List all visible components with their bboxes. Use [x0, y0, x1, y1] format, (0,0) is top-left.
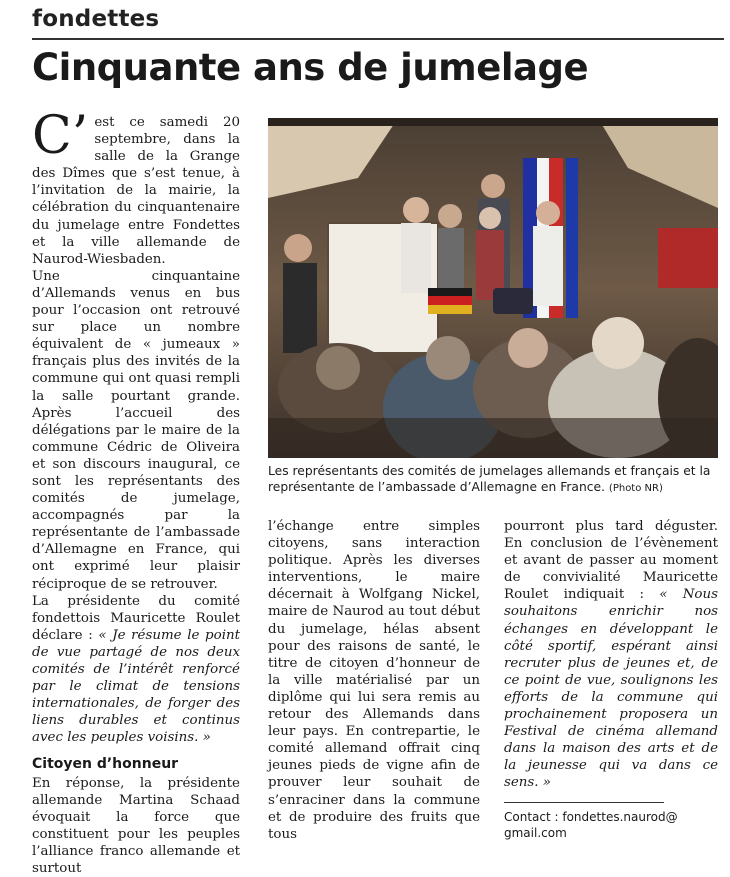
contact-divider [504, 802, 664, 803]
quote-text: « Nous souhaitons enrichir nos échanges en développant le côté sportif, espérant ainsi recruter plus de jeunes et, de ce point de vue, soulignons les efforts de la commune qui prochainement proposera un Festival de cinéma allemand dans la maison des arts et de la jeunesse qui va dans ce sens. » [504, 587, 718, 791]
contact-info: Contact : fondettes.naurod@ gmail.com [504, 809, 678, 840]
event-photo [268, 118, 718, 458]
quote-text: « Je résume le point de vue partagé de nos deux comités de l’intérêt renforcé par le climat de tensions internationales, de forger des liens durables et continus avec les peuples voisins. » [32, 627, 240, 746]
event-photo-illustration [268, 118, 718, 458]
quote-intro: pourront plus tard déguster. En conclusion de l’évènement et avant de passer au moment de convivialité Mauricette Roulet indiquait : [504, 519, 718, 603]
column-1 [32, 106, 240, 877]
photo-credit: (Photo NR) [608, 483, 663, 494]
quote-intro: La présidente du comité fondettois Mauricette Roulet déclare : [32, 593, 240, 643]
lead-paragraph [32, 106, 240, 268]
paragraph: En réponse, la présidente allemande Martina Schaad évoquait la force que constituent pour les peuples l’alliance franco allemande et surtout [32, 775, 240, 877]
subheading: Citoyen d’honneur [32, 756, 179, 773]
column-2 [268, 518, 480, 843]
lead-text: est ce samedi 20 septembre, dans la salle de la Grange des Dîmes que s’est tenue, à l’invitation de la mairie, la célébration du cinquantenaire du jumelage entre Fondettes et la ville allemande de Naurod-Wiesbaden. [32, 115, 240, 267]
drop-cap: C’ [32, 106, 89, 166]
column-3 [504, 518, 718, 841]
paragraph: l’échange entre simples citoyens, sans interaction politique. Après les diverses interventions, le maire décernait à Wolfgang Nickel, maire de Naurod au tout début du jumelage, hélas absent pour des raisons de santé, le titre de citoyen d’honneur de la ville matérialisé par un diplôme qui lui sera remis au retour des Allemands dans leur pays. En contrepartie, le comité allemand offrait cinq jeunes pieds de vigne afin de prouver leur souhait de s’enraciner dans la commune et de produire des fruits que tous [268, 519, 480, 842]
quote-paragraph [32, 593, 240, 747]
header-rule [32, 38, 724, 40]
caption-text: Les représentants des comités de jumelages allemands et français et la représentante de l’ambassade d’Allemagne en France. [268, 464, 711, 494]
photo-caption [268, 463, 720, 497]
paragraph: Une cinquantaine d’Allemands venus en bus pour l’occasion ont retrouvé sur place un nombre équivalent de « jumeaux » français plus des invités de la commune qui ont quasi rempli la salle pourtant grande. Après l’accueil des délégations par le maire de la commune Cédric de Oliveira et son discours inaugural, ce sont les représentants des comités de jumelage, accompagnés par la représentante de l’ambassade d’Allemagne en France, qui ont exprimé leur plaisir réciproque de se retrouver. [32, 268, 240, 592]
headline: Cinquante ans de jumelage [32, 46, 589, 89]
quote-paragraph [504, 518, 718, 792]
section-title: fondettes [32, 6, 160, 32]
